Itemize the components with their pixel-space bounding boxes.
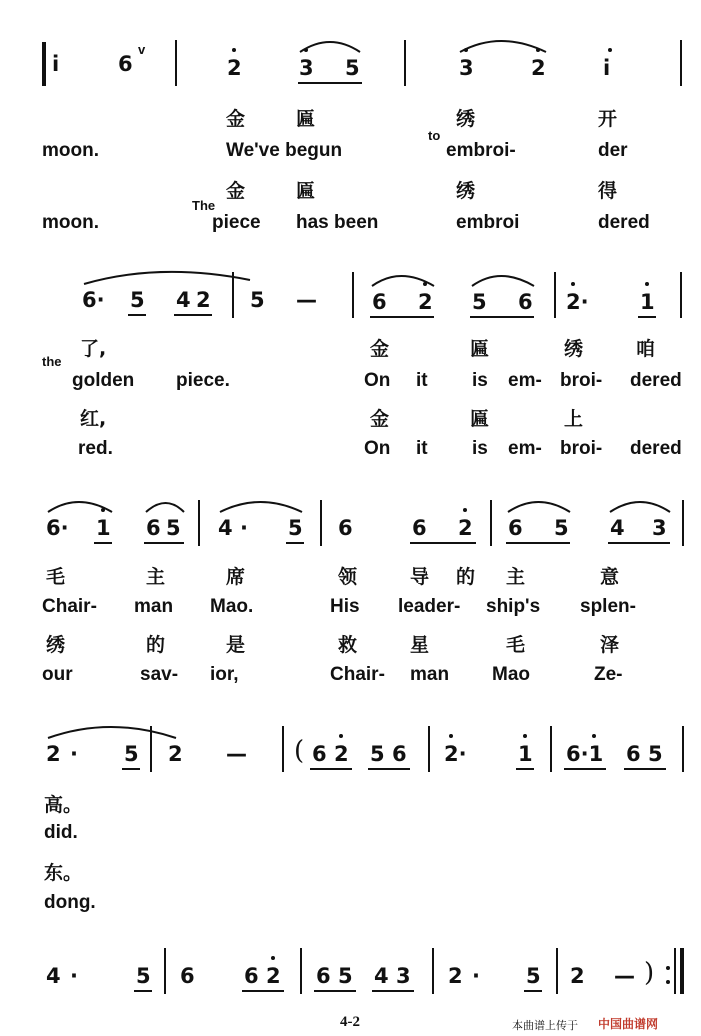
- lyric-en: dered: [598, 212, 650, 233]
- lyric-cn: 咱: [636, 338, 656, 360]
- note: 6: [508, 516, 523, 540]
- lyric-en: em-: [508, 370, 542, 391]
- note: 2: [334, 742, 349, 766]
- note: 6: [412, 516, 427, 540]
- note: 4: [176, 288, 191, 312]
- note: 2: [168, 742, 183, 766]
- note: 3: [299, 56, 314, 80]
- note: 3: [652, 516, 667, 540]
- slur: [372, 276, 434, 286]
- note: 6: [244, 964, 259, 988]
- note: 2: [266, 964, 281, 988]
- note: 2: [531, 56, 546, 80]
- lyric-en: Chair-: [330, 664, 385, 685]
- lyric-cn: 匾: [296, 108, 316, 130]
- lyric-cn: 了,: [80, 338, 107, 360]
- lyric-cn: 星: [410, 634, 430, 656]
- lyric-cn: 导: [410, 566, 430, 588]
- close-paren: ): [644, 958, 655, 988]
- lyric-en-small: the: [42, 354, 62, 369]
- lyric-en: splen-: [580, 596, 636, 617]
- breath-mark: v: [138, 42, 146, 57]
- lyric-cn: 绣: [564, 338, 584, 360]
- lyric-en: golden: [72, 370, 135, 391]
- lyric-cn: 匾: [296, 180, 316, 202]
- lyric-en: is: [472, 438, 488, 459]
- note: 3: [459, 56, 474, 80]
- note: 5: [288, 516, 303, 540]
- lyric-en: On: [364, 438, 391, 459]
- note: 5: [345, 56, 360, 80]
- slur: [84, 272, 250, 284]
- note: 4: [218, 516, 233, 540]
- lyric-en: em-: [508, 438, 542, 459]
- upload-source-text: 本曲谱上传于: [512, 1019, 578, 1032]
- note: 1: [640, 290, 655, 314]
- slur: [610, 502, 670, 512]
- lyric-cn: 主: [146, 566, 166, 588]
- lyric-en: ship's: [486, 596, 541, 617]
- lyric-en: piece.: [176, 370, 230, 391]
- note: i: [603, 56, 611, 80]
- slur: [48, 502, 112, 512]
- note: 6·: [82, 288, 105, 312]
- lyric-en: Ze-: [594, 664, 623, 685]
- note: 6: [518, 290, 533, 314]
- lyric-cn: 红,: [80, 408, 107, 430]
- note: 2: [418, 290, 433, 314]
- slur: [460, 41, 546, 52]
- lyric-cn: 领: [338, 566, 358, 588]
- slur: [220, 502, 302, 512]
- lyric-cn: 金: [370, 408, 390, 430]
- lyric-en: piece: [212, 212, 261, 233]
- note: 3: [396, 964, 411, 988]
- note: 5: [166, 516, 181, 540]
- lyric-cn: 毛: [46, 566, 66, 588]
- lyric-cn: 绣: [456, 108, 476, 130]
- note: ·: [240, 516, 248, 540]
- note: 2·: [444, 742, 467, 766]
- lyric-en: red.: [78, 438, 113, 459]
- note: 2: [570, 964, 585, 988]
- lyric-cn: 绣: [46, 634, 66, 656]
- note: 5: [124, 742, 139, 766]
- note: 5: [338, 964, 353, 988]
- lyric-cn: 上: [564, 408, 584, 430]
- lyric-cn: 绣: [456, 180, 476, 202]
- lyric-cn: 意: [600, 566, 620, 588]
- note: 2: [196, 288, 211, 312]
- lyric-cn: 救: [338, 634, 358, 656]
- note: 6: [392, 742, 407, 766]
- note: 5: [472, 290, 487, 314]
- lyric-en: dered: [630, 370, 682, 391]
- lyric-cn: 金: [370, 338, 390, 360]
- lyric-cn: 席: [226, 566, 246, 588]
- note: —: [296, 288, 317, 312]
- lyric-cn: 东。: [44, 862, 83, 884]
- lyric-cn: 的: [146, 634, 166, 656]
- lyric-en: has been: [296, 212, 379, 233]
- note: 4: [46, 964, 61, 988]
- lyric-en: is: [472, 370, 488, 391]
- note: 5: [130, 288, 145, 312]
- lyric-en: it: [416, 370, 428, 391]
- note: ·: [472, 964, 480, 988]
- lyric-cn: 的: [456, 566, 476, 588]
- note: 2·: [566, 290, 589, 314]
- lyric-cn: 毛: [506, 634, 526, 656]
- note: 2: [458, 516, 473, 540]
- lyric-en: man: [410, 664, 450, 685]
- note: ·: [70, 742, 78, 766]
- note: ·: [70, 964, 78, 988]
- lyric-en: ior,: [210, 664, 239, 685]
- lyric-en: man: [134, 596, 174, 617]
- lyric-en: did.: [44, 822, 78, 843]
- note: 1: [96, 516, 111, 540]
- note: 6: [146, 516, 161, 540]
- lyric-en-small: to: [428, 128, 441, 143]
- note: 1: [518, 742, 533, 766]
- lyric-en: On: [364, 370, 391, 391]
- lyric-en: We've begun: [226, 140, 343, 161]
- slur: [146, 503, 184, 512]
- slur: [48, 727, 176, 738]
- lyric-cn: 高。: [44, 794, 83, 816]
- page-number: 4-2: [340, 1014, 360, 1030]
- lyric-en: leader-: [398, 596, 461, 617]
- lyric-en: broi-: [560, 438, 603, 459]
- open-paren: (: [294, 736, 305, 766]
- lyric-en: dered: [630, 438, 682, 459]
- lyric-en: moon.: [42, 140, 99, 161]
- lyric-en: moon.: [42, 212, 99, 233]
- note: 5: [554, 516, 569, 540]
- lyric-cn: 得: [598, 180, 618, 202]
- lyric-en: dong.: [44, 892, 96, 913]
- note: 6·: [46, 516, 69, 540]
- lyric-en: Mao.: [210, 596, 254, 617]
- lyric-cn: 金: [226, 180, 246, 202]
- note: —: [614, 964, 635, 988]
- note: 6: [372, 290, 387, 314]
- slur: [508, 502, 570, 512]
- lyric-en: our: [42, 664, 73, 685]
- note: i: [52, 52, 60, 76]
- lyric-cn: 是: [226, 634, 246, 656]
- lyric-cn: 主: [506, 566, 526, 588]
- lyric-cn: 泽: [600, 634, 620, 656]
- lyric-cn: 金: [226, 108, 246, 130]
- note: 6: [118, 52, 133, 76]
- note: 2: [227, 56, 242, 80]
- lyric-cn: 匾: [470, 338, 490, 360]
- note: 4: [610, 516, 625, 540]
- lyric-cn: 开: [598, 108, 618, 130]
- note: 6: [312, 742, 327, 766]
- note: 6: [338, 516, 353, 540]
- lyric-en: Mao: [492, 664, 530, 685]
- note: 2: [448, 964, 463, 988]
- lyric-en: Chair-: [42, 596, 97, 617]
- slur: [300, 42, 360, 52]
- lyric-cn: 匾: [470, 408, 490, 430]
- note: 6: [316, 964, 331, 988]
- lyric-en: der: [598, 140, 628, 161]
- lyric-en-small: The: [192, 198, 216, 213]
- slur: [472, 276, 534, 286]
- note: 5: [526, 964, 541, 988]
- note: 5: [136, 964, 151, 988]
- note: 2: [46, 742, 61, 766]
- site-logo: 中国曲谱网: [598, 1017, 659, 1031]
- lyric-en: embroi: [456, 212, 520, 233]
- note: 4: [374, 964, 389, 988]
- lyric-en: it: [416, 438, 428, 459]
- lyric-en: sav-: [140, 664, 179, 685]
- note: 6·1: [566, 742, 604, 766]
- note: 5: [370, 742, 385, 766]
- lyric-en: broi-: [560, 370, 603, 391]
- note: 5: [648, 742, 663, 766]
- note: —: [226, 742, 247, 766]
- note: 6: [180, 964, 195, 988]
- note: 6: [626, 742, 641, 766]
- note: 5: [250, 288, 265, 312]
- lyric-en: embroi-: [446, 140, 516, 161]
- lyric-en: His: [330, 596, 360, 617]
